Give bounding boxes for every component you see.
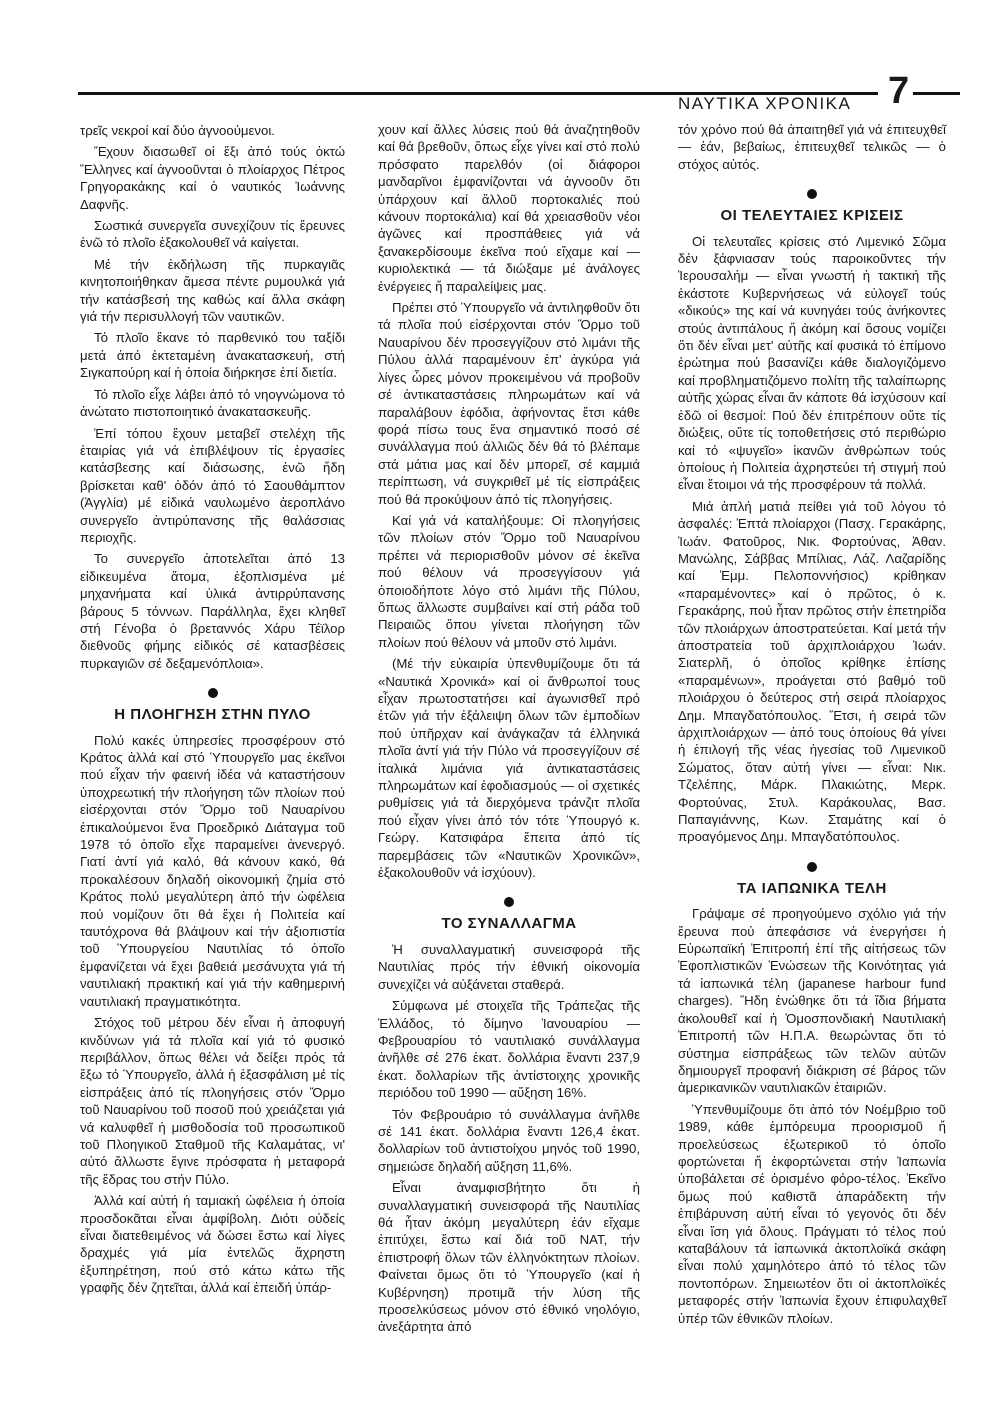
paragraph: (Μέ τήν εὐκαιρία ὑπενθυμίζουμε ὅτι τά «Ναυτικά Χρονικά» καί οἱ ἄνθρωποί τους εἶχαν πρωτοστατήσει καί ἀγωνισθεῖ πρό ἐτῶν γιά τήν ἐξάλειψη ὅλων τῶν ἐμποδίων πού ὑπῆρχαν καί ἀνάγκαζαν τά ἑλληνικά πλοῖα ἀντί γιά τήν Πύλο νά προσεγγίζουν σέ ἰταλικά λιμάνια γιά ἀντικαταστάσεις πληρωμάτων καί ἐφοδιασμούς — οἱ σχετικές ρυθμίσεις γιά τά διερχόμενα τράνζιτ πλοῖα πού εἶχαν γίνει ἀπό τόν τότε Ὑπουργό κ. Γεώργ. Κατσιφάρα ἔπειτα ἀπό τίς παρεμβάσεις τῶν «Ναυτικῶν Χρονικῶν», ἐξακολουθοῦν νά ἰσχύουν). [378,656,640,881]
section-bullet [807,862,817,872]
page-header [78,70,960,113]
paragraph: Ἐπί τόπου ἔχουν μεταβεῖ στελέχη τῆς ἑταιρίας γιά νά ἐπιβλέψουν τίς ἐργασίες κατάσβεσης καί διάσωσης, ἐνῶ ἤδη βρίσκεται καθ' ὁδόν ἀπό τό Σαουθάμπτον (Ἀγγλία) μέ εἰδικά ναυλωμένο ἀεροπλάνο συνεργεῖο ἀντιρύπανσης τῆς θαλάσσιας περιοχῆς. [80,425,345,545]
paragraph: τρεῖς νεκροί καί δύο ἀγνοούμενοι. [80,123,275,138]
paragraph: Πρέπει στό Ὑπουργεῖο νά ἀντιληφθοῦν ὅτι τά πλοῖα πού εἰσέρχονται στόν Ὅρμο τοῦ Ναυαρίνου δέν προσεγγίζουν στό λιμάνι τῆς Πύλου ἀλλά παραμένουν ἐπ' ἀγκύρα γιά λίγες ὧρες μόνον προκειμένου νά προβοῦν σέ ἀντικαταστάσεις πληρωμάτων καί νά παραλάβουν ἐφόδια, ἀφήνοντας ἔτσι κάθε φορά πίσω τους ἕνα σημαντικό ποσό σέ συνάλλαγμα πού ἀλλιῶς δέν θά τό βλέπαμε στά μάτια μας καί δέν μπορεῖ, σέ καμμιά περίπτωση, νά συγκριθεῖ μέ τίς εἰσπράξεις πού θά προκύψουν ἀπό τίς πλοηγήσεις. [378,300,640,507]
paragraph: Το συνεργεῖο ἀποτελεῖται ἀπό 13 εἰδικευμένα ἄτομα, ἐξοπλισμένα μέ μηχανήματα καί ὑλικά ἀντιρρύπανσης βάρους 5 τόννων. Παράλληλα, ἔχει κληθεῖ στή Γένοβα ὁ βρεταννός Χάρυ Τέϊλορ διεθνοῦς φήμης εἰδικός σέ κατασβέσεις πυρκαγιῶν σέ δεξαμενόπλοια». [80,551,345,671]
section-bullet [504,897,514,907]
paragraph: Τό πλοῖο εἶχε λάβει ἀπό τό νηογνώμονα τό ἀνώτατο πιστοποιητικό ἀνακατασκευῆς. [80,386,345,420]
column-1 [80,122,345,1301]
header-rule-right [913,92,960,95]
section-bullet [807,189,817,199]
paragraph: Ἡ συναλλαγματική συνεισφορά τῆς Ναυτιλίας πρός τήν ἐθνική οἰκονομία συνεχίζει νά αὐξάνεται σταθερά. [378,941,640,992]
paragraph: Ἔχουν διασωθεῖ οἱ ἕξι ἀπό τούς ὀκτώ Ἕλληνες καί ἀγνοοῦνται ὁ πλοίαρχος Πέτρος Γρηγορακάκης καί ὁ ναυτικός Ἰωάννης Δαφνῆς. [80,144,345,212]
paragraph: Στόχος τοῦ μέτρου δέν εἶναι ἡ ἀποφυγή κινδύνων γιά τά πλοῖα καί γιά τό φυσικό περιβάλλον, ὅπως θέλει νά δείξει πρός τά ἔξω τό Ὑπουργεῖο, ἀλλά ἡ ἐξασφάλιση μέ τίς εἰσπράξεις ἀπό τίς πλοηγήσεις στόν Ὅρμο τοῦ Ναυαρίνου τοῦ ποσοῦ πού χρειάζεται γιά νά καλυφθεῖ ἡ μισθοδοσία τοῦ προσωπικοῦ τοῦ Πλοηγικοῦ Σταθμοῦ τῆς Καλαμάτας, νι' αὐτό ἄλλωστε ἔγινε πρόσφατα ἡ μεταφορά τῆς ἕδρας του στήν Πύλο. [80,1015,345,1187]
section-heading: ΤΟ ΣΥΝΑΛΛΑΓΜΑ [441,915,577,933]
paragraph: Καί γιά νά καταλήξουμε: Οἱ πλοηγήσεις τῶν πλοίων στόν Ὅρμο τοῦ Ναυαρίνου πρέπει νά περιορισθοῦν μόνον σέ ἐκεῖνα πού θέλουν νά προσεγγίσουν γιά ὁποιοδήποτε λόγο στό λιμάνι τῆς Πύλου, ὅπως ἄλλωστε συμβαίνει καί στή ράδα τοῦ Πειραιῶς ὅπου γίνεται πλοήγηση τῶν πλοίων πού θέλουν νά μποῦν στό λιμάνι. [378,512,640,650]
paragraph: Σύμφωνα μέ στοιχεῖα τῆς Τράπεζας τῆς Ἑλλάδος, τό δίμηνο Ἰανουαρίου — Φεβρουαρίου τό ναυτιλιακό συνάλλαγμα ἀνῆλθε σέ 276 ἑκατ. δολλάρια ἔναντι 237,9 ἑκατ. δολλαρίων τῆς ἀντίστοιχης χρονικῆς περιόδου τοῦ 1990 — αὔξηση 16%. [378,998,640,1101]
paragraph: τόν χρόνο πού θά ἀπαιτηθεῖ γιά νά ἐπιτευχθεῖ — ἐάν, βεβαίως, ἐπιτευχθεῖ τελικῶς — ὁ στόχος αὐτός. [678,122,946,172]
paragraph: Ὑπενθυμίζουμε ὅτι ἀπό τόν Νοέμβριο τοῦ 1989, κάθε ἐμπόρευμα προορισμοῦ ἤ προελεύσεως ἐξωτερικοῦ τό ὁποῖο φορτώνεται ἤ ἐκφορτώνεται στήν Ἰαπωνία ὑποβάλεται σέ ὁρισμένο φόρο-τέλος. Ἐκεῖνο ὅμως πού καθιστᾶ ἀπαράδεκτη τήν ἐπιβάρυνση αὐτή εἶναι τό γεγονός ὅτι δέν εἶναι ἴση γιά ὅλους. Πράγματι τό τέλος πού καταβάλουν τά ἰαπωνικά ἀκτοπλοϊκά σκάφη εἶναι πολύ χαμηλότερο ἀπό τό τέλος τῶν ποντοπόρων. Σημειωτέον ὅτι οἱ ἀκτοπλοϊκές μεταφορές στήν Ἰαπωνία ἔχουν ἐπιφυλαχθεῖ ὑπέρ τῶν ἐθνικῶν πλοίων. [678,1101,946,1326]
section-bullet [208,688,218,698]
paragraph: Εἶναι ἀναμφισβήτητο ὅτι ἡ συναλλαγματική συνεισφορά τῆς Ναυτιλίας θά ἦταν ἀκόμη μεγαλύτερη ἐάν εἴχαμε ἐπιτύχει, ἔστω καί διά τοῦ ΝΑΤ, τήν ἐπιστροφή ὅλων τῶν ἑλληνόκτητων πλοίων. Φαίνεται ὅμως ὅτι τό Ὑπουργεῖο (καί ἡ Κυβέρνηση) προτιμᾶ τήν λύση τῆς προσελκύσεως μόνον στό ἐθνικό νηολόγιο, ἀνεξάρτητα ἀπό [378,1180,640,1335]
paragraph: Ἀλλά καί αὐτή ἡ ταμιακή ὠφέλεια ἡ ὁποία προσδοκᾶται εἶναι ἀμφίβολη. Διότι οὐδείς εἶναι διατεθειμένος νά δώσει ἔστω καί λίγες δραχμές γιά μία ἐντελῶς ἄχρηστη ἐξυπηρέτηση, πού στό κάτω κάτω τῆς γραφῆς δέν ζητεῖται, ἀλλά καί ἐπειδή ὑπάρ- [80,1193,345,1296]
paragraph: Μιά ἁπλή ματιά πείθει γιά τοῦ λόγου τό ἀσφαλές: Ἑπτά πλοίαρχοι (Πασχ. Γερακάρης, Ἰωάν. Φατοῦρος, Νικ. Φορτούνας, Ἀθαν. Μανώλης, Σάββας Μπίλιας, Λάζ. Λαζαρίδης καί Ἐμμ. Πελοποννήσιος) κρίθηκαν «παραμένοντες» καί ὁ πρῶτος, ὁ κ. Γερακάρης, πού ἦταν πρῶτος στήν ἐπετηρίδα τῶν πλοιάρχων ἀποστρατεύεται. Καί μετά τήν ἀποστρατεία τοῦ ἀρχιπλοιάρχου Ἰωάν. Σιατερλῆ, ὁ ὁποῖος κρίθηκε ἐπίσης «παραμένων», προάγεται στό βαθμό τοῦ πλοιάρχου ὁ δεύτερος στή σειρά πλοίαρχος Δημ. Μπαγδατόπουλος. Ἔτσι, ἡ σειρά τῶν ἀρχιπλοιάρχων — ἀπό τους ὁποίους θά γίνει ἡ ἐπιλογή τῆς νέας ἡγεσίας τοῦ Λιμενικοῦ Σώματος, ὅταν αὐτή γίνει — εἶναι: Νικ. Τζελέπης, Μάρκ. Πλακιώτης, Μερκ. Φορτούνας, Στυλ. Καράκουλας, Βασ. Παπαγιάννης, Κων. Σταμάτης καί ὁ προαγόμενος Δημ. Μπαγδατόπουλος. [678,498,946,845]
column-2 [378,121,640,1340]
paragraph: Πολύ κακές ὑπηρεσίες προσφέρουν στό Κράτος ἀλλά καί στό Ὑπουργεῖο μας ἐκεῖνοι πού εἶχαν τήν φαεινή ἰδέα νά καταστήσουν ὑποχρεωτική τήν πλοήγηση τῶν πλοίων πού εἰσέρχονται στόν Ὅρμο τοῦ Ναυαρίνου ἐπικαλούμενοι ἕνα Προεδρικό Διάταγμα τοῦ 1978 τό ὁποῖο εἶχε παραμείνει ἀνενεργό. Γιατί ἀντί γιά καλό, θά κάνουν κακό, θά προκαλέσουν δηλαδή οἰκονομική ζημία στό Κράτος πολύ μεγαλύτερη ἀπό τήν ὠφέλεια πού νομίζουν ὅτι θά ἔχει ἡ Πολιτεία καί ταυτόχρονα θά βλάψουν καί τήν ἀξιοπιστία τοῦ Ὑπουργείου Ναυτιλίας τό ὁποῖο ἐμφανίζεται νά ἔχει βαθειά μεσάνυχτα γιά τή ναυτιλιακή πρακτική καί γιά τήν καθημερινή ναυτιλιακή πραγματικότητα. [80,732,345,1009]
paragraph: Τό πλοῖο ἔκανε τό παρθενικό του ταξίδι μετά ἀπό ἐκτεταμένη ἀνακατασκευή, στή Σιγκαπούρη καί ἡ ὁποία διήρκησε ἐπί διετία. [80,330,345,381]
page-number: 7 [888,70,910,112]
paragraph: Τόν Φεβρουάριο τό συνάλλαγμα ἀνῆλθε σέ 141 ἑκατ. δολλάρια ἔναντι 126,4 ἑκατ. δολλαρίων τοῦ ἀντιστοίχου μηνός τοῦ 1990, σημειώσε δηλαδή αὔξηση 11,6%. [378,1106,640,1174]
section-heading: ΟΙ ΤΕΛΕΥΤΑΙΕΣ ΚΡΙΣΕΙΣ [720,207,904,225]
paragraph: χουν καί ἄλλες λύσεις πού θά ἀναζητηθοῦν καί θά βρεθοῦν, ὅπως εἶχε γίνει καί στό πολύ πρόσφατο παρελθόν (οἱ διάφοροι μανδαρῖνοι ἐμφανίζονται νά ἀγνοοῦν ὅτι ὑπάρχουν καί ἄλλοῦ πορτοκαλιές πού κάνουν πορτοκάλια) καί θά χρειασθοῦν νέοι ἀγῶνες καί προσπάθειες γιά νά ξανακερδίσουμε ἐκεῖνα πού εἴχαμε καί — κυριολεκτικά — τά διώξαμε μέ ἀνάλογες ἐνέργειες ἤ παραλείψεις μας. [378,122,640,294]
paragraph: Μέ τήν ἐκδήλωση τῆς πυρκαγιᾶς κινητοποιήθηκαν ἄμεσα πέντε ρυμουλκά γιά τήν κατάσβεσή της καθώς καί ἄλλα σκάφη γιά τήν περισυλλογή τῶν ναυτικῶν. [80,256,345,325]
column-3 [678,121,946,1331]
paragraph: Σωστικά συνεργεῖα συνεχίζουν τίς ἔρευνες ἐνῶ τό πλοῖο ἐξακολουθεῖ νά καίγεται. [80,218,345,251]
section-heading: ΤΑ ΙΑΠΩΝΙΚΑ ΤΕΛΗ [737,879,887,897]
section-heading: Η ΠΛΟΗΓΗΣΗ ΣΤΗΝ ΠΥΛΟ [114,706,311,724]
publication-title: ΝΑΥΤΙΚΑ ΧΡΟΝΙΚΑ [678,94,852,113]
paragraph: Οἱ τελευταῖες κρίσεις στό Λιμενικό Σῶμα δέν ξάφνιασαν τούς παροικοῦντες τήν Ἱερουσαλήμ — εἶναι γνωστή ἡ τακτική τῆς ἑκάστοτε Κυβερνήσεως νά εὐλογεῖ τούς «δικούς» της καί νά κυνηγάει τούς ἀνήκοντες στούς ἀντιπάλους ἤ ἀκόμη καί ὅσους νομίζει ὅτι δέν εἶναι μετ' αὐτῆς καί φυσικά τό ἐπίμονο ἐρώτημα πού βασανίζει κάθε διαλογιζόμενο καί προβληματιζόμενο πολίτη τῆς ταλαίπωρης αὐτῆς χώρας εἶναι ἄν κάποτε θά ἰσχύσουν καί ἐδῶ οἱ θεσμοί: Πού δέν ἐπιτρέπουν οὔτε τίς διώξεις, οὔτε τίς τοποθετήσεις στό περιθώριο καί τό «ψυγεῖο» ἱκανῶν ἀνθρώπων τούς ὁποίους ἡ Πολιτεία ἀχρηστεύει τή στιγμή πού εἶναι ἕτοιμοι νά τής προσφέρουν τά πολλά. [678,233,946,493]
paragraph: Γράψαμε σέ προηγούμενο σχόλιο γιά τήν ἔρευνα πού ἀπεφάσισε νά ἐνεργήσει ἡ Εὐρωπαϊκή Ἐπιτροπή ἐπί τῆς αἰτήσεως τῶν Ἐφοπλιστικῶν Ἑνώσεων τῆς Κοινότητας γιά τά ἰαπωνικά τέλη (japanese harbour fund charges). Ἤδη ἑνώθηκε ὅτι τά ἴδια βήματα ἀκολουθεῖ καί ἡ Ὁμοσπονδιακή Ναυτιλιακή Ἐπιτροπή τῶν Η.Π.Α. θεωρώντας ὅτι τό σύστημα εἰσπράξεως τῶν τελῶν αὐτῶν δημιουργεῖ προφανή διάκριση σέ βάρος τῶν ἀμερικανικῶν ναυτιλιακῶν ἑταιριῶν. [678,906,946,1096]
